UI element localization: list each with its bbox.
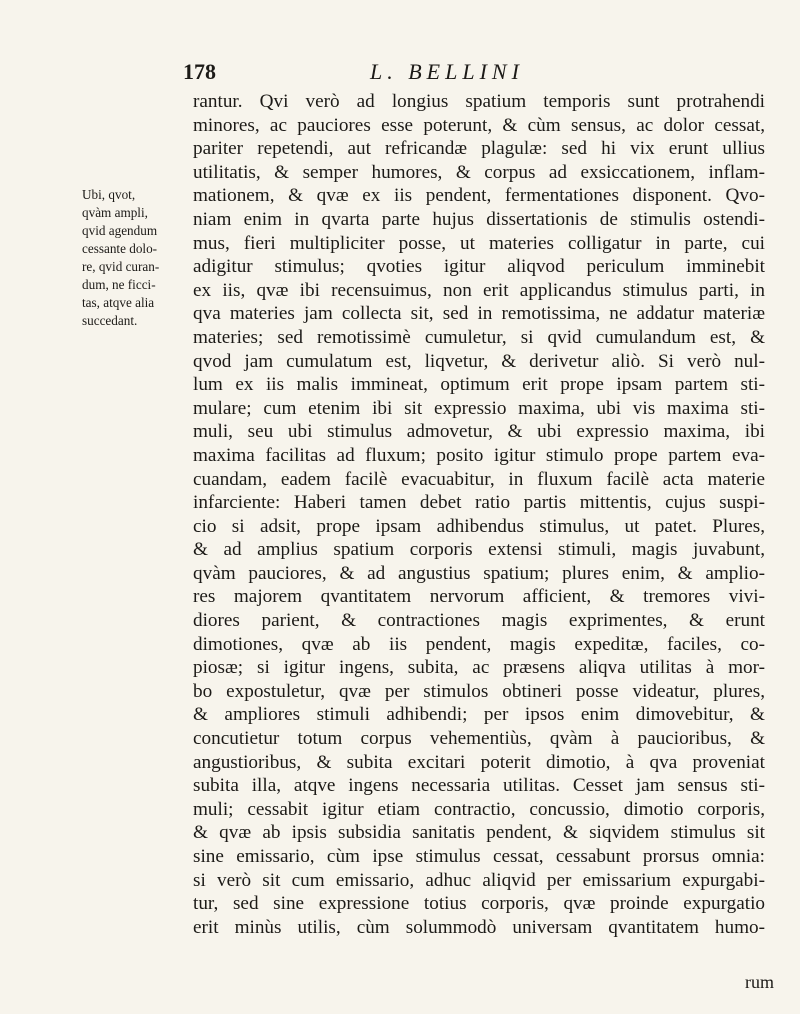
text-line: diores parient, & contractiones magis exprimentes, & erunt bbox=[193, 610, 765, 632]
text-line: concutietur totum corpus vehementiùs, qvàm à paucioribus, & bbox=[193, 728, 765, 750]
running-head: L. BELLINI bbox=[370, 59, 524, 84]
text-line: maxima facilitas ad fluxum; posito igitur stimulo prope partem eva- bbox=[193, 444, 765, 466]
text-line: rantur. Qvi verò ad longius spatium temporis sunt protrahendi bbox=[193, 91, 765, 112]
text-line: utilitatis, & semper humores, & corpus ad exsiccationem, inflam- bbox=[193, 161, 765, 183]
margin-note-line: Ubi, qvot, bbox=[82, 187, 136, 202]
text-line: infarciente: Haberi tamen debet ratio partis mittentis, cujus suspi- bbox=[193, 492, 765, 514]
text-line: cuandam, eadem facilè evacuabitur, in fluxum facilè acta materie bbox=[193, 468, 765, 490]
page-number: 178 bbox=[183, 59, 216, 84]
text-line: subita illa, atqve ingens necessaria utilitas. Cesset jam sensus sti- bbox=[193, 775, 765, 797]
text-line: niam enim in qvarta parte hujus dissertationis de stimulis ostendi- bbox=[193, 208, 765, 230]
text-line: sine emissario, cùm ipse stimulus cessat, cessabunt prorsus omnia: bbox=[193, 846, 765, 867]
text-line: angustioribus, & subita excitari poterit dimotio, à qva proveniat bbox=[193, 751, 765, 773]
text-line: res majorem qvantitatem nervorum afficient, & tremores vivi- bbox=[193, 586, 765, 608]
text-line: materies; sed remotissimè cumuletur, si qvid cumulandum est, & bbox=[193, 326, 765, 348]
text-line: & ampliores stimuli adhibendi; per ipsos enim dimovebitur, & bbox=[193, 704, 765, 726]
text-line: muli, seu ubi stimulus admovetur, & ubi expressio maxima, ibi bbox=[193, 421, 765, 443]
text-line: si verò sit cum emissario, adhuc aliqvid per emissarium expurgabi- bbox=[193, 869, 765, 891]
text-line: tur, sed sine expressione totius corporis, qvæ proinde expurgatio bbox=[193, 893, 765, 915]
margin-note bbox=[82, 186, 192, 330]
text-line: bo expostuletur, qvæ per stimulos obtineri posse videatur, plures, bbox=[193, 680, 765, 702]
text-line: pariter repetendi, aut refricandæ plagulæ: sed hi vix erunt ullius bbox=[193, 138, 765, 160]
margin-note-line: succedant. bbox=[82, 313, 138, 328]
text-line: ex iis, qvæ ibi recensuimus, non erit applicandus stimulus parti, in bbox=[193, 279, 765, 301]
text-line: qvàm pauciores, & ad angustius spatium; plures enim, & amplio- bbox=[193, 562, 765, 584]
text-line: erit minùs utilis, cùm solummodò universam qvantitatem humo- bbox=[193, 916, 765, 938]
text-line: piosæ; si igitur ingens, subita, ac præsens aliqva utilitas à mor- bbox=[193, 657, 765, 679]
text-line: qvod jam cumulatum est, liqvetur, & derivetur aliò. Si verò nul- bbox=[193, 350, 765, 372]
text-line: dimotiones, qvæ ab iis pendent, magis expeditæ, faciles, co- bbox=[193, 633, 765, 655]
text-line: minores, ac pauciores esse poterunt, & cùm sensus, ac dolor cessat, bbox=[193, 114, 765, 136]
text-line: mationem, & qvæ ex iis pendent, fermentationes disponent. Qvo- bbox=[193, 185, 765, 207]
text-line: & qvæ ab ipsis subsidia sanitatis pendent, & siqvidem stimulus sit bbox=[193, 822, 765, 844]
margin-note-line: qvàm ampli, bbox=[82, 205, 148, 220]
margin-note-line: qvid agendum bbox=[82, 223, 158, 238]
text-line: lum ex iis malis immineat, optimum erit prope ipsam partem sti- bbox=[193, 374, 765, 396]
text-line: & ad amplius spatium corporis extensi stimuli, magis juvabunt, bbox=[193, 539, 765, 561]
text-line: qva materies jam collecta sit, sed in remotissima, ne addatur materiæ bbox=[193, 303, 765, 325]
margin-note-line: cessante dolo- bbox=[82, 241, 158, 256]
text-line: cio si adsit, prope ipsam adhibendus stimulus, ut patet. Plures, bbox=[193, 515, 765, 537]
margin-note-line: tas, atqve alia bbox=[82, 295, 155, 310]
body-text bbox=[193, 90, 765, 939]
text-line: adigitur stimulus; qvoties igitur aliqvod periculum imminebit bbox=[193, 256, 765, 278]
text-line: mulare; cum etenim ibi sit expressio maxima, ubi vis maxima sti- bbox=[193, 397, 765, 419]
margin-note-line: dum, ne ficci- bbox=[82, 277, 156, 292]
text-line: mus, fieri multipliciter posse, ut materies colligatur in parte, cui bbox=[193, 232, 765, 254]
text-line: muli; cessabit igitur etiam contractio, concussio, dimotio corporis, bbox=[193, 798, 765, 820]
margin-note-line: re, qvid curan- bbox=[82, 259, 160, 274]
catchword: rum bbox=[745, 972, 774, 992]
